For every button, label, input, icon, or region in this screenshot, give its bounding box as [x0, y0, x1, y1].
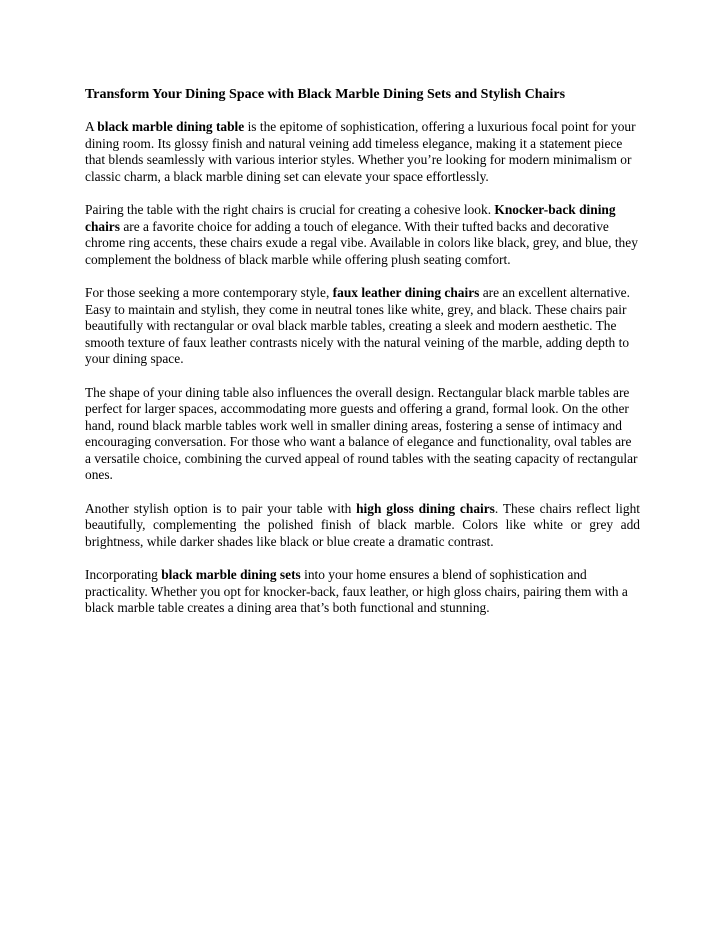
paragraph-text: For those seeking a more contemporary style, [85, 284, 333, 300]
keyword-black-marble-dining-sets: black marble dining sets [161, 567, 301, 583]
document-page [85, 86, 640, 633]
paragraph-text: are a favorite choice for adding a touch of elegance. With their tufted backs and decorative chrome ring accents, these chairs exude a regal vibe. Available in colors like black, grey, and blue, they complement the boldness of black marble while offering plush seating comfort. [85, 218, 638, 267]
paragraph-faux-leather [85, 285, 640, 368]
paragraph-text: into your home ensures a blend of sophistication and practicality. Whether you opt for knocker-back, faux leather, or high gloss chairs, pairing them with a black marble table creates a dining area that’s both functional and stunning. [85, 567, 628, 616]
paragraph-intro [85, 119, 640, 185]
paragraph-text: . These chairs reflect light beautifully, complementing the polished finish of black marble. Colors like white or grey add brightness, while darker shades like black or blue create a dramatic contrast. [85, 500, 641, 549]
keyword-high-gloss-dining-chairs: high gloss dining chairs [356, 500, 495, 516]
paragraph-conclusion [85, 567, 640, 617]
keyword-faux-leather-dining-chairs: faux leather dining chairs [332, 284, 480, 300]
paragraph-text: Another stylish option is to pair your table with [85, 500, 357, 516]
keyword-black-marble-dining-table: black marble dining table [97, 119, 245, 134]
paragraph-text: is the epitome of sophistication, offering a luxurious focal point for your dining room. Its glossy finish and natural veining add timeless elegance, making it a statement piece that blends seamlessly with various interior styles. Whether you’re looking for modern minimalism or classic charm, a black marble dining set can elevate your space effortlessly. [85, 119, 636, 184]
paragraph-text: A [85, 119, 98, 134]
keyword-knocker-back-dining-chairs: Knocker-back dining chairs [85, 201, 616, 234]
paragraph-text: Incorporating [85, 567, 162, 583]
paragraph-table-shape [85, 385, 640, 485]
document-title: Transform Your Dining Space with Black Marble Dining Sets and Stylish Chairs [85, 87, 566, 102]
paragraph-text: The shape of your dining table also influences the overall design. Rectangular black marble tables are perfect for larger spaces, accommodating more guests and offering a grand, formal look. On the other hand, round black marble tables work well in smaller dining areas, fostering a sense of intimacy and encouraging conversation. For those who want a balance of elegance and functionality, oval tables are a versatile choice, combining the curved appeal of round tables with the seating capacity of rectangular ones. [85, 384, 638, 483]
paragraph-knocker-back [85, 202, 640, 268]
paragraph-text: are an excellent alternative. Easy to maintain and stylish, they come in neutral tones like white, grey, and black. These chairs pair beautifully with rectangular or oval black marble tables, creating a sleek and modern aesthetic. The smooth texture of faux leather contrasts nicely with the natural veining of the marble, adding depth to your dining space. [85, 284, 630, 367]
paragraph-high-gloss [85, 501, 640, 551]
paragraph-text: Pairing the table with the right chairs is crucial for creating a cohesive look. [85, 201, 495, 217]
